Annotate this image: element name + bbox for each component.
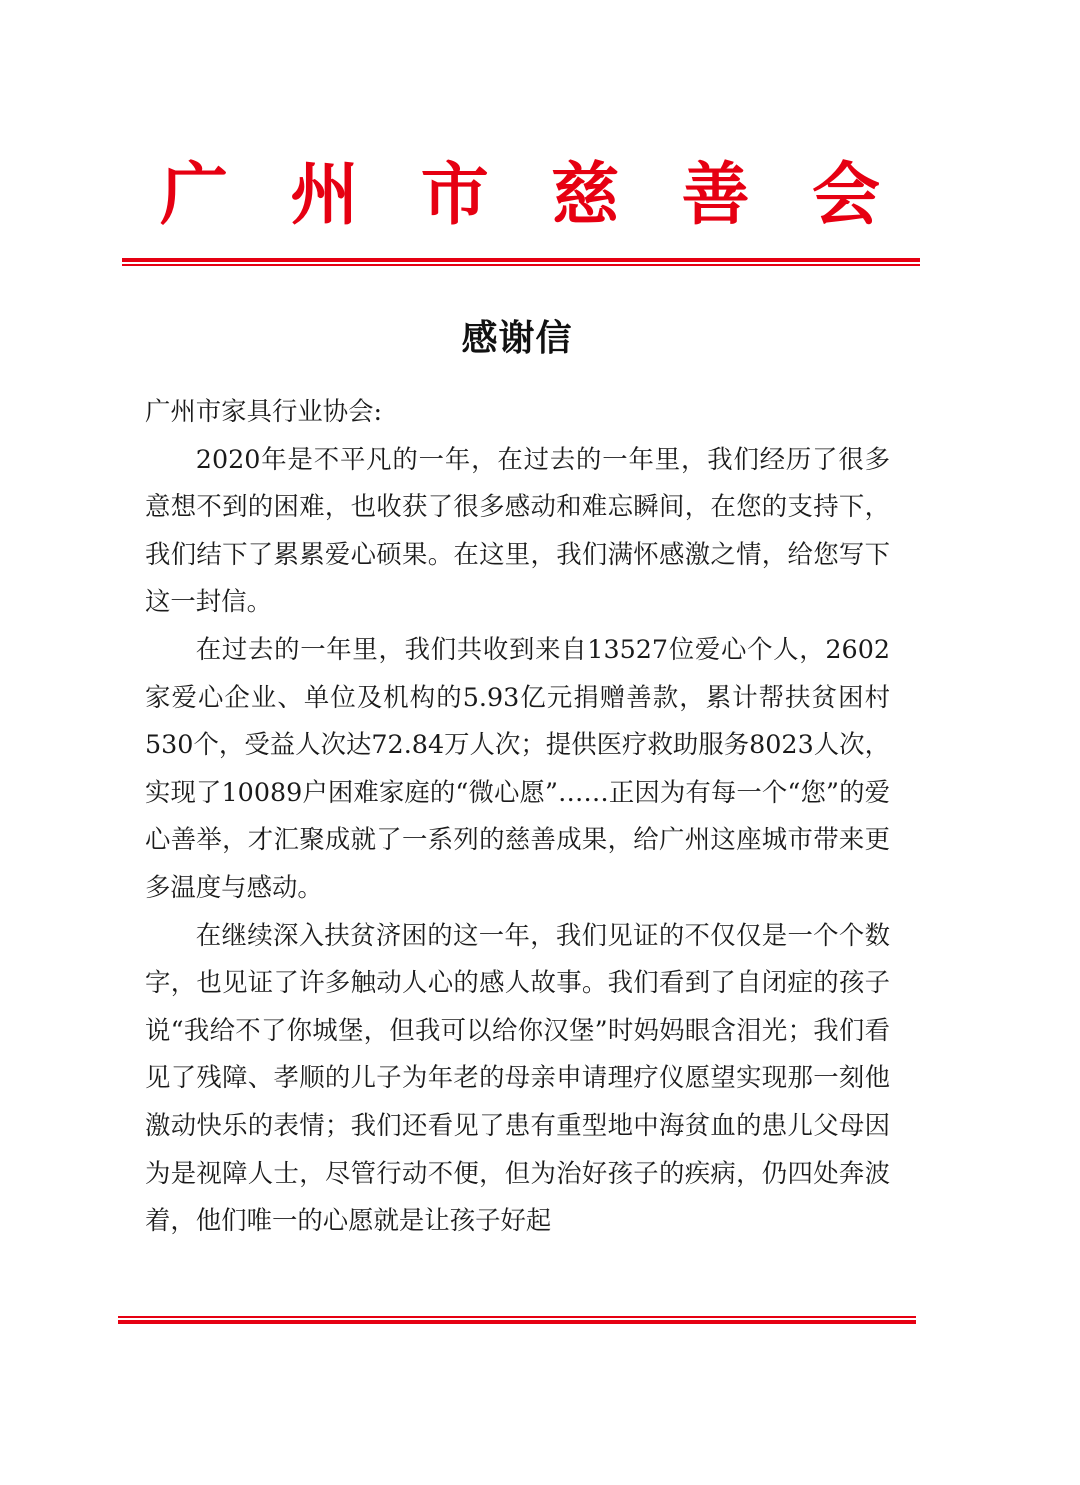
salutation: 广州市家具行业协会: <box>145 396 383 426</box>
letterhead-char: 市 <box>420 155 489 235</box>
footer-divider <box>118 1316 916 1324</box>
letterhead-char: 广 <box>160 155 229 235</box>
divider-thin-line <box>122 264 920 266</box>
letterhead-char: 慈 <box>551 155 620 235</box>
letter-title: 感谢信 <box>461 317 573 359</box>
paragraph: 在过去的一年里，我们共收到来自13527位爱心个人，2602家爱心企业、单位及机构的5.93亿元捐赠善款，累计帮扶贫困村530个，受益人次达72.84万人次；提供医疗救助服务8023人次，实现了10089户困难家庭的“微心愿”……正因为有每一个“您”的爱心善举，才汇聚成就了一系列的慈善成果，给广州这座城市带来更多温度与感动。 <box>145 633 890 902</box>
paragraph: 2020年是不平凡的一年，在过去的一年里，我们经历了很多意想不到的困难，也收获了很多感动和难忘瞬间，在您的支持下，我们结下了累累爱心硕果。在这里，我们满怀感激之情，给您写下这一封信。 <box>145 443 890 617</box>
paragraph: 在继续深入扶贫济困的这一年，我们见证的不仅仅是一个个数字，也见证了许多触动人心的感人故事。我们看到了自闭症的孩子说“我给不了你城堡，但我可以给你汉堡”时妈妈眼含泪光；我们看见了残障、孝顺的儿子为年老的母亲申请理疗仪愿望实现那一刻他激动快乐的表情；我们还看见了患有重型地中海贫血的患儿父母因为是视障人士，尽管行动不便，但为治好孩子的疾病，仍四处奔波着，他们唯一的心愿就是让孩子好起 <box>145 919 890 1236</box>
divider-thick-line <box>118 1320 916 1324</box>
letter-body <box>145 388 890 1245</box>
letterhead-char: 会 <box>811 155 880 235</box>
letterhead-char: 善 <box>681 155 750 235</box>
letterhead <box>120 150 920 240</box>
letterhead-divider <box>122 258 920 266</box>
letterhead-char: 州 <box>290 155 359 235</box>
